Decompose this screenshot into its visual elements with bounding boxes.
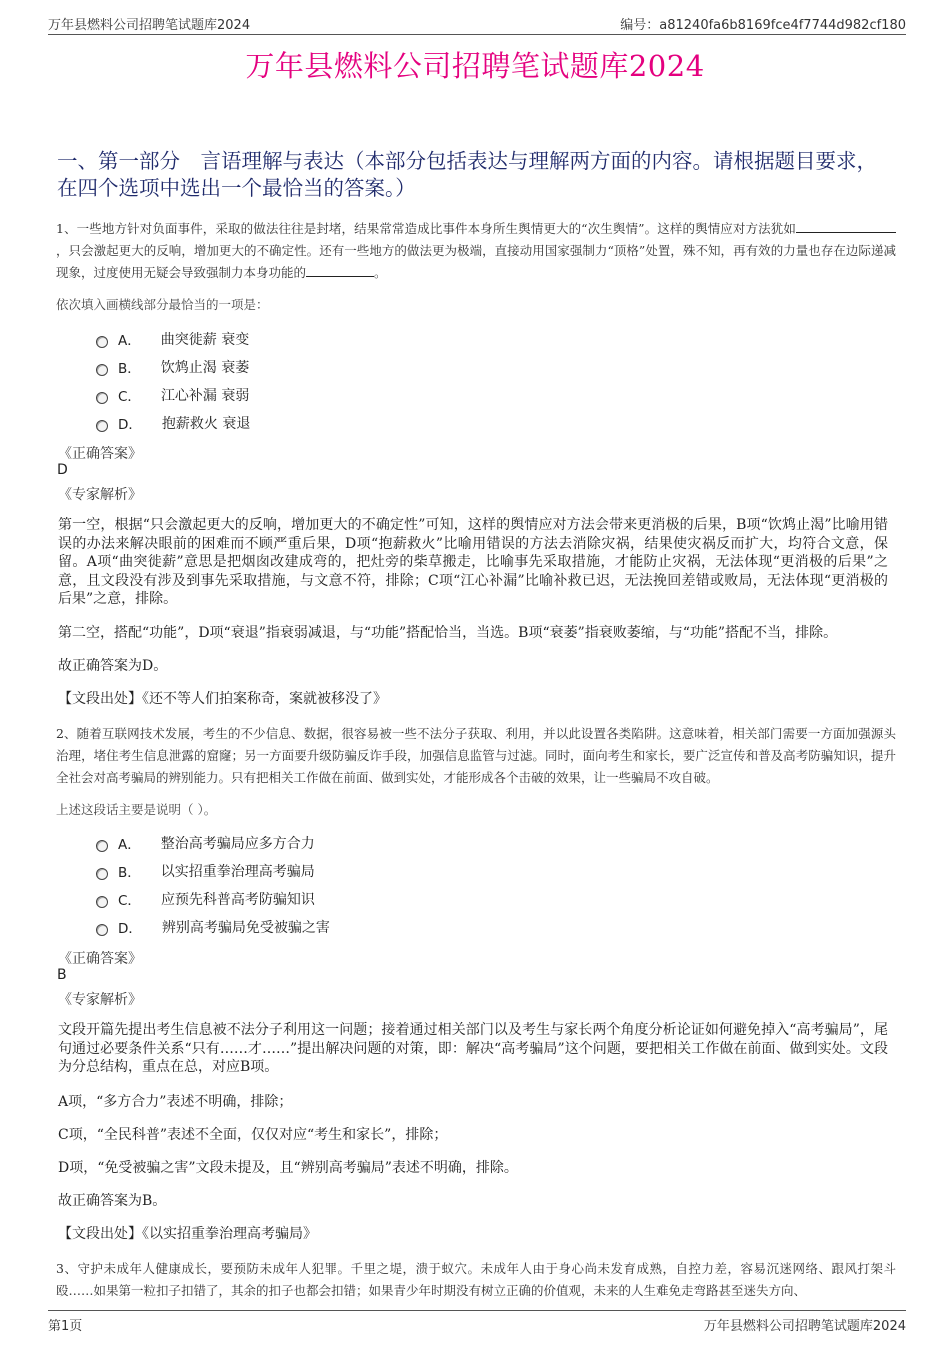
blank-line xyxy=(796,220,896,233)
question-3-text: 3、守护未成年人健康成长，要预防未成年人犯罪。千里之堤，溃于蚁穴。未成年人由于身心尚未发育成熟，自控力差，容易沉迷网络、跟风打架斗殴……如果第一粒扣子扣错了，其余的扣子也都会扣错；如果青少年时期没有树立正确的价值观，未来的人生难免走弯路甚至迷失方向、 xyxy=(56,1261,896,1298)
analysis-paragraph: C项，“全民科普”表述不全面，仅仅对应“考生和家长”，排除； xyxy=(58,1127,448,1143)
footer-divider xyxy=(48,1310,906,1311)
question-1-text-c: 。 xyxy=(374,265,387,280)
option-d[interactable]: D． 抱薪救火 衰退 xyxy=(96,409,250,437)
analysis-paragraph: 第二空，搭配“功能”，D项“衰退”指衰弱减退，与“功能”搭配恰当，当选。B项“衰萎”指衰败萎缩，与“功能”搭配不当，排除。 xyxy=(58,625,838,641)
question-2-prompt: 上述这段话主要是说明（ ）。 xyxy=(56,802,217,817)
question-1-text-b: ，只会激起更大的反响，增加更大的不确定性。还有一些地方的做法更为极端，直接动用国家强制力“顶格”处置，殊不知，再有效的力量也存在边际递减现象，过度使用无疑会导致强制力本身功能的 xyxy=(56,243,896,280)
radio-icon[interactable] xyxy=(96,840,108,852)
analysis-label: 《专家解析》 xyxy=(58,992,142,1008)
option-b[interactable]: B． 以实招重拳治理高考骗局 xyxy=(96,857,330,885)
option-c[interactable]: C． 应预先科普高考防骗知识 xyxy=(96,885,330,913)
analysis-label: 《专家解析》 xyxy=(58,487,142,503)
header-divider xyxy=(48,34,906,35)
option-b[interactable]: B． 饮鸩止渴 衰萎 xyxy=(96,353,250,381)
source-citation: 【文段出处】《以实招重拳治理高考骗局》 xyxy=(58,1226,317,1242)
question-2-text: 2、随着互联网技术发展，考生的不少信息、数据，很容易被一些不法分子获取、利用，并以此设置各类陷阱。这意味着，相关部门需要一方面加强源头治理，堵住考生信息泄露的窟窿；另一方面要升级防骗反诈手段，加强信息监管与过滤。同时，面向考生和家长，要广泛宣传和普及高考防骗知识，提升全社会对高考骗局的辨别能力。只有把相关工作做在前面、做到实处，才能形成各个击破的效果，让一些骗局不攻自破。 xyxy=(56,726,896,785)
question-1-text-a: 1、一些地方针对负面事件，采取的做法往往是封堵，结果常常造成比事件本身所生舆情更大的“次生舆情”。这样的舆情应对方法犹如 xyxy=(56,221,796,236)
radio-icon[interactable] xyxy=(96,392,108,404)
question-2-options xyxy=(96,829,330,941)
radio-icon[interactable] xyxy=(96,420,108,432)
header-doc-id: 编号：a81240fa6b8169fce4f7744d982cf180 xyxy=(620,18,906,33)
analysis-conclusion: 故正确答案为D。 xyxy=(58,658,168,674)
answer-label: 《正确答案》 xyxy=(58,951,142,967)
question-1-options xyxy=(96,325,250,437)
radio-icon[interactable] xyxy=(96,924,108,936)
option-a[interactable]: A． 整治高考骗局应多方合力 xyxy=(96,829,330,857)
option-d[interactable]: D． 辨别高考骗局免受被骗之害 xyxy=(96,913,330,941)
answer-value: B xyxy=(57,967,67,983)
option-a[interactable]: A． 曲突徙薪 衰变 xyxy=(96,325,250,353)
answer-value: D xyxy=(57,462,68,478)
section-heading: 一、第一部分 言语理解与表达（本部分包括表达与理解两方面的内容。请根据题目要求，在四个选项中选出一个最恰当的答案。） xyxy=(57,149,877,200)
source-citation: 【文段出处】《还不等人们拍案称奇，案就被移没了》 xyxy=(58,691,387,707)
header-doc-title: 万年县燃料公司招聘笔试题库2024 xyxy=(48,18,251,33)
footer-doc-title: 万年县燃料公司招聘笔试题库2024 xyxy=(703,1319,906,1334)
analysis-paragraph: 文段开篇先提出考生信息被不法分子利用这一问题；接着通过相关部门以及考生与家长两个角度分析论证如何避免掉入“高考骗局”，尾句通过必要条件关系“只有……才……”提出解决问题的对策，即：解决“高考骗局”这个问题，要把相关工作做在前面、做到实处。文段为分总结构，重点在总，对应B项。 xyxy=(58,1022,888,1075)
radio-icon[interactable] xyxy=(96,896,108,908)
blank-line xyxy=(306,264,374,277)
analysis-paragraph: 第一空，根据“只会激起更大的反响，增加更大的不确定性”可知，这样的舆情应对方法会带来更消极的后果，B项“饮鸩止渴”比喻用错误的办法来解决眼前的困难而不顾严重后果，D项“抱薪救火”比喻用错误的方法去消除灾祸，结果使灾祸反而扩大，均符合文意，保留。A项“曲突徙薪”意思是把烟囱改建成弯的，把灶旁的柴草搬走，比喻事先采取措施，才能防止灾祸，无法体现“更消极的后果”之意，且文段没有涉及到事先采取措施，与文意不符，排除；C项“江心补漏”比喻补救已迟，无法挽回差错或败局，无法体现“更消极的后果”之意，排除。 xyxy=(58,517,888,607)
radio-icon[interactable] xyxy=(96,868,108,880)
question-1-prompt: 依次填入画横线部分最恰当的一项是： xyxy=(56,297,269,312)
answer-label: 《正确答案》 xyxy=(58,446,142,462)
page-number: 第1页 xyxy=(48,1319,83,1334)
radio-icon[interactable] xyxy=(96,364,108,376)
analysis-conclusion: 故正确答案为B。 xyxy=(58,1193,167,1209)
analysis-paragraph: D项，“免受被骗之害”文段未提及，且“辨别高考骗局”表述不明确，排除。 xyxy=(58,1160,518,1176)
question-1-text xyxy=(56,218,896,284)
analysis-paragraph: A项，“多方合力”表述不明确，排除； xyxy=(58,1094,293,1110)
option-c[interactable]: C． 江心补漏 衰弱 xyxy=(96,381,250,409)
radio-icon[interactable] xyxy=(96,336,108,348)
page-title: 万年县燃料公司招聘笔试题库2024 xyxy=(245,49,705,83)
